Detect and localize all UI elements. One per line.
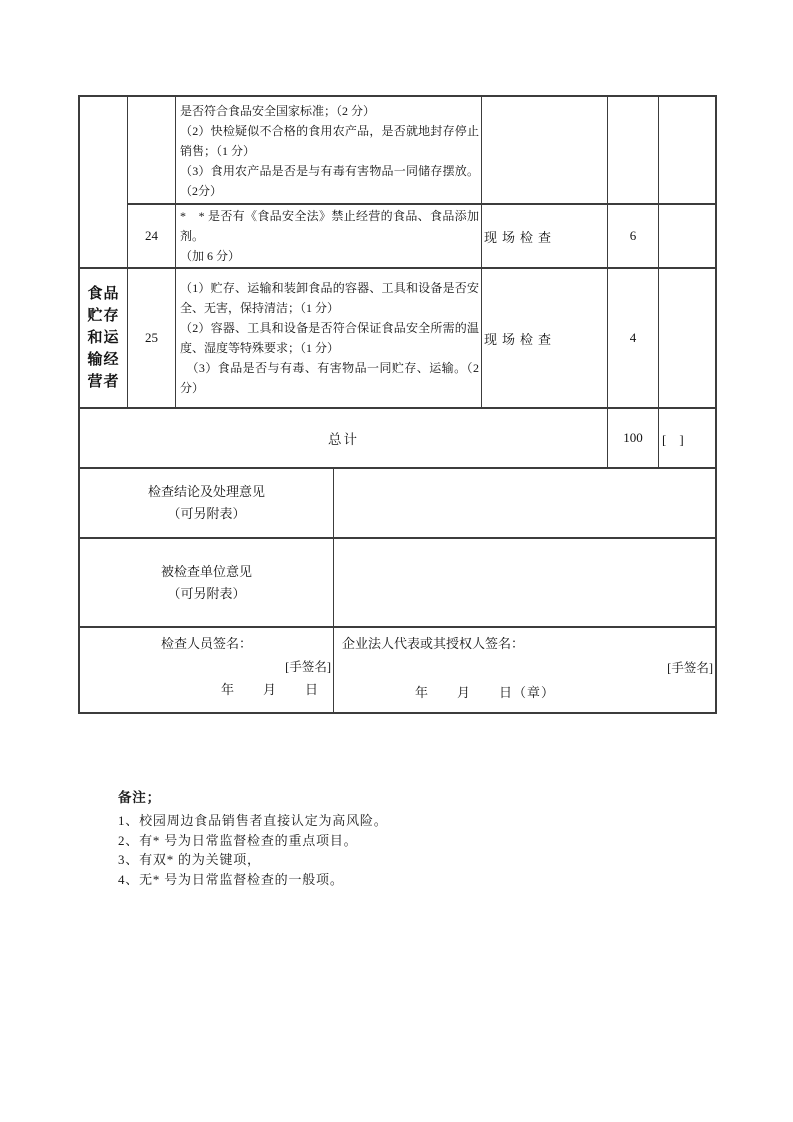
item-24-check-method: 现场检查 bbox=[482, 205, 608, 267]
item-25-result bbox=[659, 269, 715, 407]
row-conclusion bbox=[80, 469, 715, 539]
total-score: 100 bbox=[608, 409, 659, 467]
unit-opinion-label-cell bbox=[80, 539, 334, 626]
remark-item-2: 2、有* 号为日常监督检查的重点项目。 bbox=[118, 832, 358, 848]
unit-opinion-entry-area bbox=[334, 539, 715, 626]
unit-opinion-sublabel: （可另附表） bbox=[167, 585, 246, 601]
legal-rep-handsign-placeholder: [手签名] bbox=[667, 661, 713, 675]
item-25-score: 4 bbox=[608, 269, 659, 407]
item-23-content bbox=[176, 97, 482, 203]
inspection-table bbox=[78, 95, 717, 714]
check-method-cell bbox=[482, 97, 608, 203]
remarks-title: 备注； bbox=[118, 790, 161, 805]
item-24-content bbox=[176, 205, 482, 267]
item-23-line: （3）食用农产品是否是与有毒有害物品一同储存摆放。（2分） bbox=[180, 164, 479, 198]
inspector-signature-cell bbox=[80, 628, 334, 712]
row-item-23-continued bbox=[128, 97, 715, 205]
category-label: 食品贮存和运输经营者 bbox=[87, 286, 120, 390]
row-signatures bbox=[80, 628, 715, 712]
item-25-content bbox=[176, 269, 482, 407]
item-25-line: （3）食品是否与有毒、有害物品一同贮存、运输。（2分） bbox=[180, 361, 479, 395]
item-23-line: 是否符合食品安全国家标准；（2 分） bbox=[180, 104, 376, 118]
inspector-handsign-placeholder: [手签名] bbox=[285, 660, 331, 674]
item-23-line: （2）快检疑似不合格的食用农产品，是否就地封存停止销售；（1 分） bbox=[180, 124, 479, 158]
row-item-24 bbox=[128, 205, 715, 267]
unit-opinion-label: 被检查单位意见 bbox=[160, 563, 252, 579]
legal-rep-signature-cell bbox=[334, 628, 715, 712]
remark-item-4: 4、无* 号为日常监督检查的一般项。 bbox=[118, 871, 344, 887]
category-cell-storage-transport bbox=[80, 269, 128, 407]
item-number-cell bbox=[128, 97, 176, 203]
item-25-line: （2）容器、工具和设备是否符合保证食品安全所需的温度、湿度等特殊要求；（1 分） bbox=[180, 321, 479, 355]
conclusion-label-cell bbox=[80, 469, 334, 537]
row-item-25 bbox=[80, 269, 715, 409]
inspector-signature-label: 检查人员签名： bbox=[160, 636, 252, 651]
row-unit-opinion bbox=[80, 539, 715, 628]
conclusion-sublabel: （可另附表） bbox=[167, 506, 246, 521]
item-24-score: 6 bbox=[608, 205, 659, 267]
total-label: 总计 bbox=[80, 409, 608, 467]
conclusion-entry-area bbox=[334, 469, 715, 537]
section-items-23-24 bbox=[80, 97, 715, 269]
item-25-line: （1）贮存、运输和装卸食品的容器、工具和设备是否安全、无害，保持清洁；（1 分） bbox=[180, 281, 479, 315]
inspector-date-line: 年 月 日 bbox=[220, 682, 319, 697]
legal-rep-signature-label: 企业法人代表或其授权人签名： bbox=[342, 636, 525, 651]
result-cell bbox=[659, 97, 715, 203]
item-25-number: 25 bbox=[128, 269, 176, 407]
item-24-result bbox=[659, 205, 715, 267]
item-25-check-method: 现场检查 bbox=[482, 269, 608, 407]
item-24-number: 24 bbox=[128, 205, 176, 267]
category-cell-continued bbox=[80, 97, 128, 267]
item-24-line: （加 6 分） bbox=[180, 249, 241, 263]
conclusion-label: 检查结论及处理意见 bbox=[147, 484, 265, 499]
legal-rep-date-line: 年 月 日（章） bbox=[414, 685, 555, 700]
score-cell bbox=[608, 97, 659, 203]
remarks-block bbox=[118, 788, 388, 889]
item-24-line: * * 是否有《食品安全法》禁止经营的食品、食品添加剂。 bbox=[180, 209, 479, 243]
remark-item-3: 3、有双* 的为关键项， bbox=[118, 852, 261, 867]
total-result-brackets: [ ] bbox=[662, 431, 684, 447]
remark-item-1: 1、校园周边食品销售者直接认定为高风险。 bbox=[118, 813, 388, 828]
row-total bbox=[80, 409, 715, 469]
